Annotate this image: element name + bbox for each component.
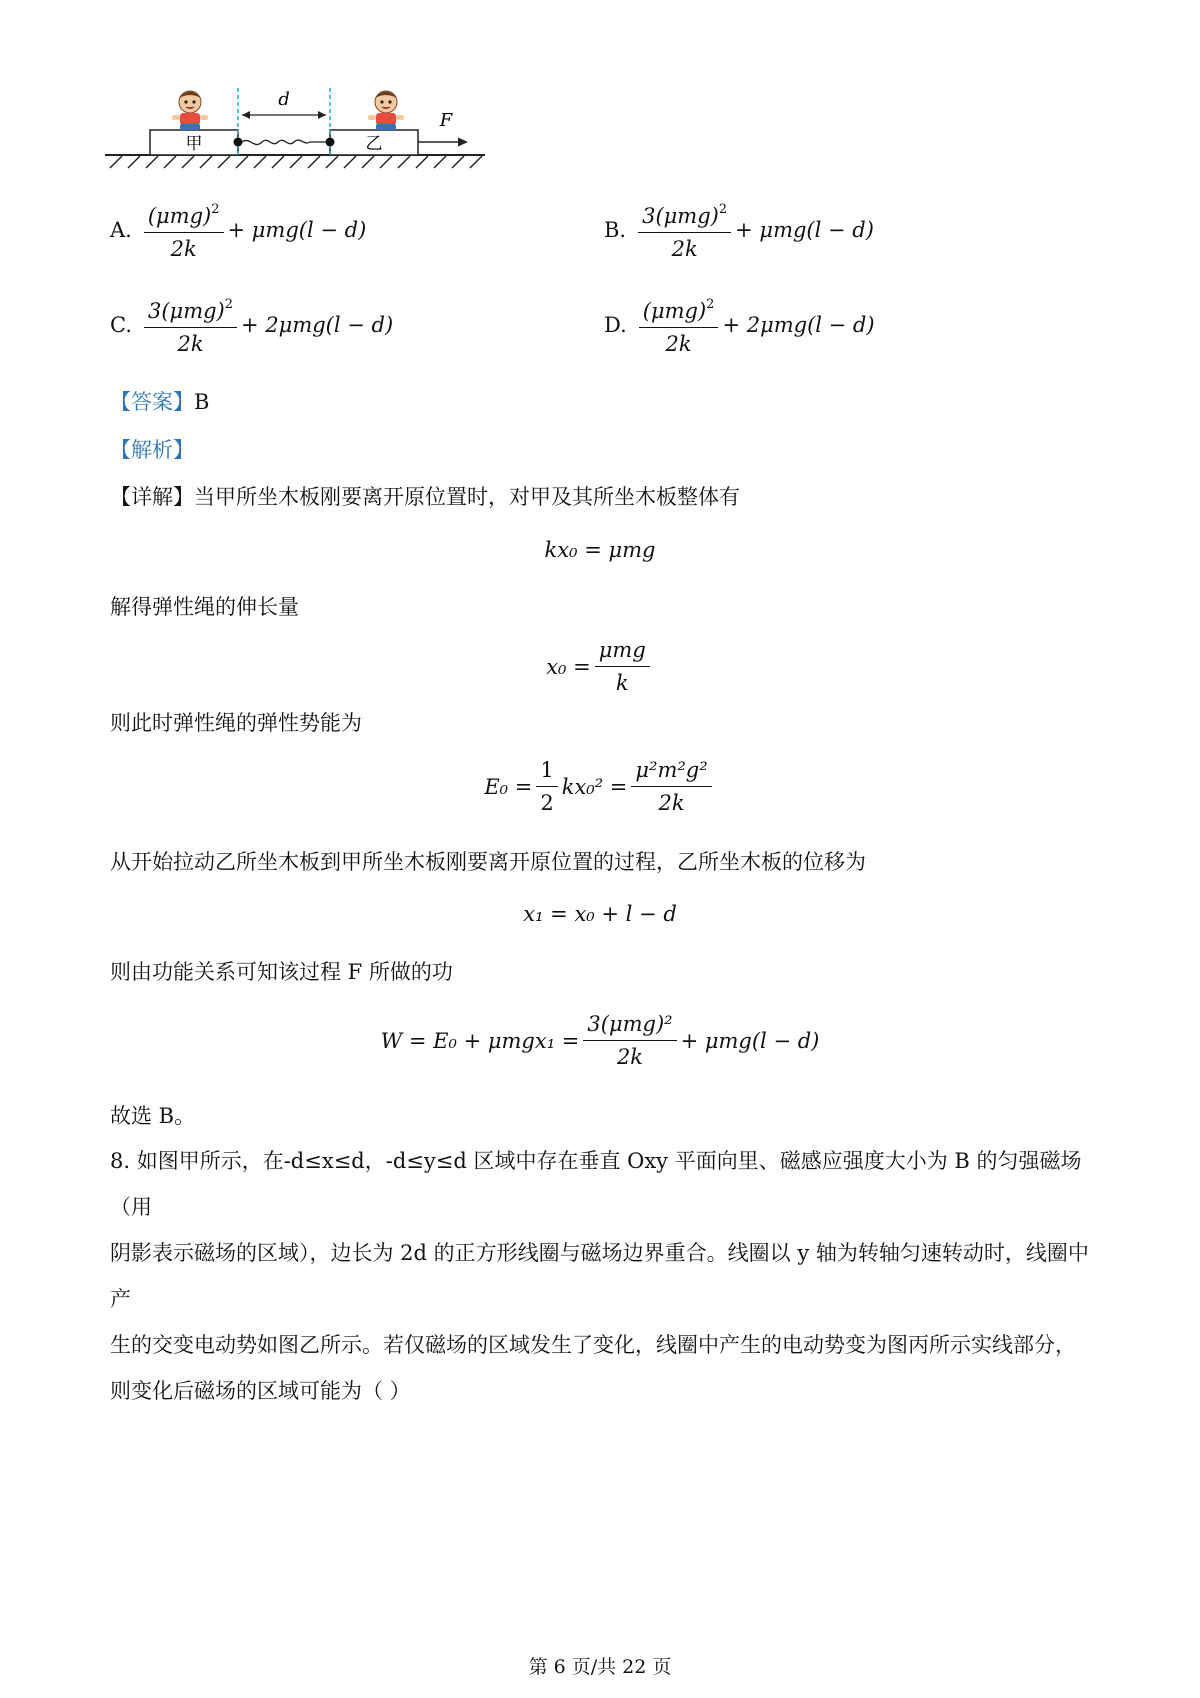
rope-end-left bbox=[234, 138, 243, 147]
conclusion: 故选 B。 bbox=[110, 1104, 196, 1128]
option-c-label: C. bbox=[110, 312, 132, 337]
equation-5: W = E₀ + μmgx₁ = $\frac{\text{3(μmg)²}}{2k}$ + μmg(l − d) bbox=[380, 1012, 820, 1069]
option-c-tail: + 2μmg(l − d) bbox=[241, 312, 394, 337]
detail-intro bbox=[110, 481, 740, 511]
detail-text-4: 从开始拉动乙所坐木板到甲所坐木板刚要离开原位置的过程，乙所坐木板的位移为 bbox=[110, 850, 866, 874]
option-a-tail: + μmg(l − d) bbox=[227, 217, 367, 242]
option-a-fraction: $\frac{(\mu mg)^2}{2k}$ bbox=[144, 196, 224, 263]
elastic-rope bbox=[242, 140, 326, 145]
option-b-fraction: $\frac{3(\mu mg)^2}{2k}$ bbox=[638, 196, 731, 263]
rope-end-right bbox=[326, 138, 335, 147]
kid-jia-icon bbox=[172, 91, 208, 130]
option-d[interactable] bbox=[604, 291, 875, 358]
option-b-label: B. bbox=[604, 217, 627, 242]
equation-1: kx₀ = μmg bbox=[544, 538, 656, 562]
question-8-line-4: 则变化后磁场的区域可能为（ ） bbox=[110, 1379, 411, 1403]
option-b[interactable] bbox=[604, 196, 874, 263]
kid-yi-icon bbox=[368, 91, 404, 130]
detail-intro-text: 当甲所坐木板刚要离开原位置时，对甲及其所坐木板整体有 bbox=[194, 485, 740, 509]
force-label: F bbox=[439, 110, 453, 131]
detail-text-5: 则由功能关系可知该过程 F 所做的功 bbox=[110, 960, 453, 984]
answer-line bbox=[110, 386, 209, 416]
option-b-tail: + μmg(l − d) bbox=[735, 217, 874, 242]
detail-text-3: 则此时弹性绳的弹性势能为 bbox=[110, 711, 362, 735]
block-yi-label: 乙 bbox=[365, 134, 383, 154]
question-8 bbox=[110, 1138, 1100, 1414]
option-a[interactable] bbox=[110, 196, 366, 263]
option-a-label: A. bbox=[110, 217, 132, 242]
detail-tag: 【详解】 bbox=[110, 485, 194, 509]
question-8-line-3: 生的交变电动势如图乙所示。若仅磁场的区域发生了变化，线圈中产生的电动势变为图丙所示实线部分， bbox=[110, 1333, 1076, 1357]
equation-4: x₁ = x₀ + l − d bbox=[523, 902, 677, 926]
option-d-tail: + 2μmg(l − d) bbox=[722, 312, 875, 337]
spring-blocks-diagram bbox=[100, 80, 540, 190]
option-c-fraction: $\frac{3(\mu mg)^2}{2k}$ bbox=[144, 291, 237, 358]
block-jia-label: 甲 bbox=[185, 134, 203, 154]
page-footer: 第 6 页/共 22 页 bbox=[528, 1656, 672, 1678]
option-d-label: D. bbox=[604, 312, 627, 337]
option-d-fraction: $\frac{(\mu mg)^2}{2k}$ bbox=[639, 291, 719, 358]
answer-tag: 【答案】 bbox=[110, 390, 194, 414]
question-8-line-1: 8. 如图甲所示，在-d≤x≤d，-d≤y≤d 区域中存在垂直 Oxy 平面向里、磁感应强度大小为 B 的匀强磁场（用 bbox=[110, 1149, 1082, 1219]
answer-value: B bbox=[194, 390, 210, 414]
equation-3: E₀ = $\frac{1}{2}$ kx₀² = $\frac{\text{μ²m²g²}}{2k}$ bbox=[0, 756, 1200, 817]
equation-2: x₀ = $\frac{\text{μmg}}{k}$ bbox=[0, 636, 1200, 697]
option-c[interactable] bbox=[110, 291, 393, 358]
analysis-tag: 【解析】 bbox=[110, 438, 194, 462]
question-8-line-2: 阴影表示磁场的区域），边长为 2d 的正方形线圈与磁场边界重合。线圈以 y 轴为转轴匀速转动时，线圈中产 bbox=[110, 1241, 1089, 1311]
ground-hatching bbox=[110, 156, 482, 168]
detail-text-2: 解得弹性绳的伸长量 bbox=[110, 595, 299, 619]
gap-label: d bbox=[278, 89, 290, 110]
